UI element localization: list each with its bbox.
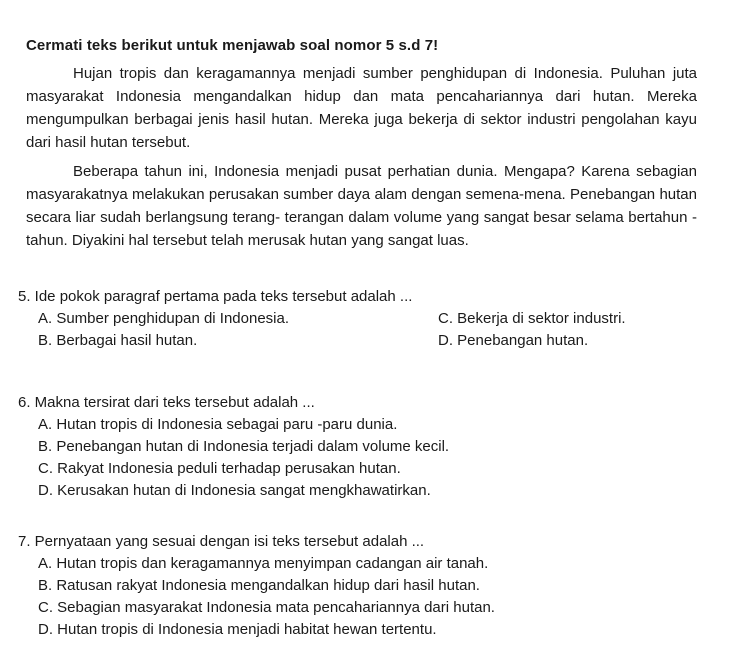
option-b: B. Penebangan hutan di Indonesia terjadi dalam volume kecil. xyxy=(38,438,450,455)
option-c: C. Sebagian masyarakat Indonesia mata pencahariannya dari hutan. xyxy=(38,599,495,616)
option-d: D. Hutan tropis di Indonesia menjadi habitat hewan tertentu. xyxy=(38,621,437,638)
option-b: B. Ratusan rakyat Indonesia mengandalkan hidup dari hasil hutan. xyxy=(38,577,480,594)
answer-options xyxy=(38,553,718,641)
answer-options xyxy=(38,308,718,352)
option-c: C. Rakyat Indonesia peduli terhadap perusakan hutan. xyxy=(38,460,401,477)
answer-options xyxy=(38,414,718,502)
option-a: A. Sumber penghidupan di Indonesia. xyxy=(38,310,290,327)
question-7 xyxy=(18,531,718,641)
question-5 xyxy=(18,286,718,352)
question-6 xyxy=(18,392,718,502)
option-c: C. Bekerja di sektor industri. xyxy=(438,310,626,327)
passage-paragraph-1: Hujan tropis dan keragamannya menjadi sumber penghidupan di Indonesia. Puluhan juta masyarakat Indonesia mengandalkan hidup dan mata pencahariannya dari hutan. Mereka mengumpulkan berbagai jenis hasil hutan. Mereka juga bekerja di sektor industri pengolahan kayu dari hasil hutan tersebut. xyxy=(26,65,697,151)
option-b: B. Berbagai hasil hutan. xyxy=(38,332,198,349)
question-stem: 5. Ide pokok paragraf pertama pada teks tersebut adalah ... xyxy=(18,288,413,305)
question-stem: 7. Pernyataan yang sesuai dengan isi teks tersebut adalah ... xyxy=(18,533,425,550)
option-a: A. Hutan tropis dan keragamannya menyimpan cadangan air tanah. xyxy=(38,555,489,572)
option-d: D. Penebangan hutan. xyxy=(438,332,589,349)
instruction-title: Cermati teks berikut untuk menjawab soal nomor 5 s.d 7! xyxy=(26,37,439,54)
passage-paragraph-2: Beberapa tahun ini, Indonesia menjadi pusat perhatian dunia. Mengapa? Karena sebagian masyarakatnya melakukan perusakan sumber daya alam dengan semena-mena. Penebangan hutan secara liar sudah berlangsung terang- terangan dalam volume yang sangat besar selama bertahun - tahun. Diyakini hal tersebut telah merusak hutan yang sangat luas. xyxy=(26,163,697,249)
option-d: D. Kerusakan hutan di Indonesia sangat mengkhawatirkan. xyxy=(38,482,431,499)
option-a: A. Hutan tropis di Indonesia sebagai paru -paru dunia. xyxy=(38,416,398,433)
question-stem: 6. Makna tersirat dari teks tersebut adalah ... xyxy=(18,394,315,411)
